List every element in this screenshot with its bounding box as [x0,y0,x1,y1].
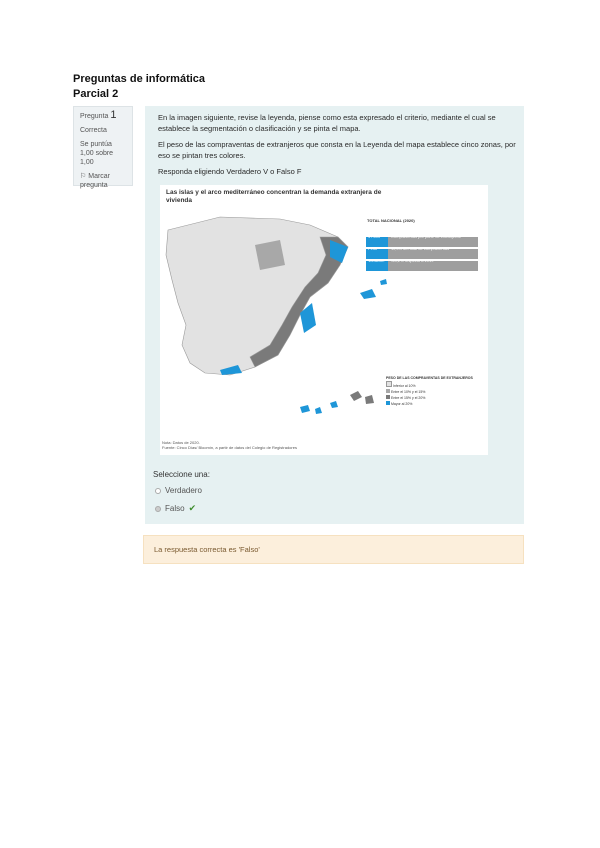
legend-item-3: Entre el 15% y el 20% [386,395,473,401]
total-text-1: Compraventas por parte de extranjeros [391,234,461,239]
radio-verdadero[interactable] [155,488,161,494]
feedback-text: La respuesta correcta es 'Falso' [154,545,260,554]
legend-item-4: Mayor al 20% [386,401,473,407]
question-text [158,112,518,182]
radio-falso[interactable] [155,506,161,512]
question-status: Correcta [80,127,107,134]
map-footnote [162,440,297,450]
islands-balearic [360,289,376,299]
islands-canary-grey [350,391,374,404]
course-subtitle: Parcial 2 [73,88,119,100]
question-number: Pregunta 1 [80,109,117,121]
map-note: Nota: Datos de 2020. [162,440,200,445]
page-title [73,72,205,102]
question-paragraph-3: Responda eligiendo Verdadero V o Falso F [158,167,302,176]
map-total-panel [367,218,482,276]
map-legend [386,375,473,407]
option-verdadero-label: Verdadero [165,486,202,495]
islands-canary [300,401,338,414]
spain-map-image [160,185,488,455]
check-icon: ✔ [188,503,197,513]
course-title: Preguntas de informática [73,73,206,85]
feedback-box [143,535,524,564]
option-falso-label: Falso [165,504,185,513]
total-text-2: 11,3% del total de compraventas [391,246,449,251]
select-label: Seleccione una: [153,470,210,479]
legend-item-2: Entre el 10% y el 15% [386,389,473,395]
question-info-panel [73,106,133,189]
question-paragraph-1: En la imagen siguiente, revise la leyenda, piense como esta expresado el criterio, mediante el cual se establece la segmentación o clasificación y se pinta el mapa. [158,113,496,133]
peninsula-shape [166,217,348,375]
total-text-3: -24,2% respecto a 2019 [391,258,434,263]
total-value-3: Variación [368,258,385,263]
flag-icon: ⚐ [80,173,87,180]
map-source: Fuente: Cinco Días/ Bloomín, a partir de datos del Colegio de Registradores [162,445,297,450]
flag-question-link[interactable]: ⚐ Marcar pregunta [80,173,111,189]
total-value-1: 47.600 [368,234,381,239]
question-paragraph-2: El peso de las compraventas de extranjeros que consta en la Leyenda del mapa establece cinco zonas, por eso se pintan tres colores. [158,140,516,160]
legend-title: PESO DE LAS COMPRAVENTAS DE EXTRANJEROS [386,376,473,380]
option-falso[interactable] [155,503,196,514]
question-score: Se puntúa 1,00 sobre 1,00 [80,141,114,166]
total-title: TOTAL NACIONAL (2020) [367,218,415,223]
map-headline: Las islas y el arco mediterráneo concentran la demanda extranjera de vivienda [166,189,382,204]
option-verdadero[interactable] [155,486,202,495]
legend-item-1: Inferior al 10% [386,381,473,389]
interior-mid [255,240,285,270]
total-value-2: Peso [368,246,378,251]
islands-balearic-2 [380,279,387,285]
